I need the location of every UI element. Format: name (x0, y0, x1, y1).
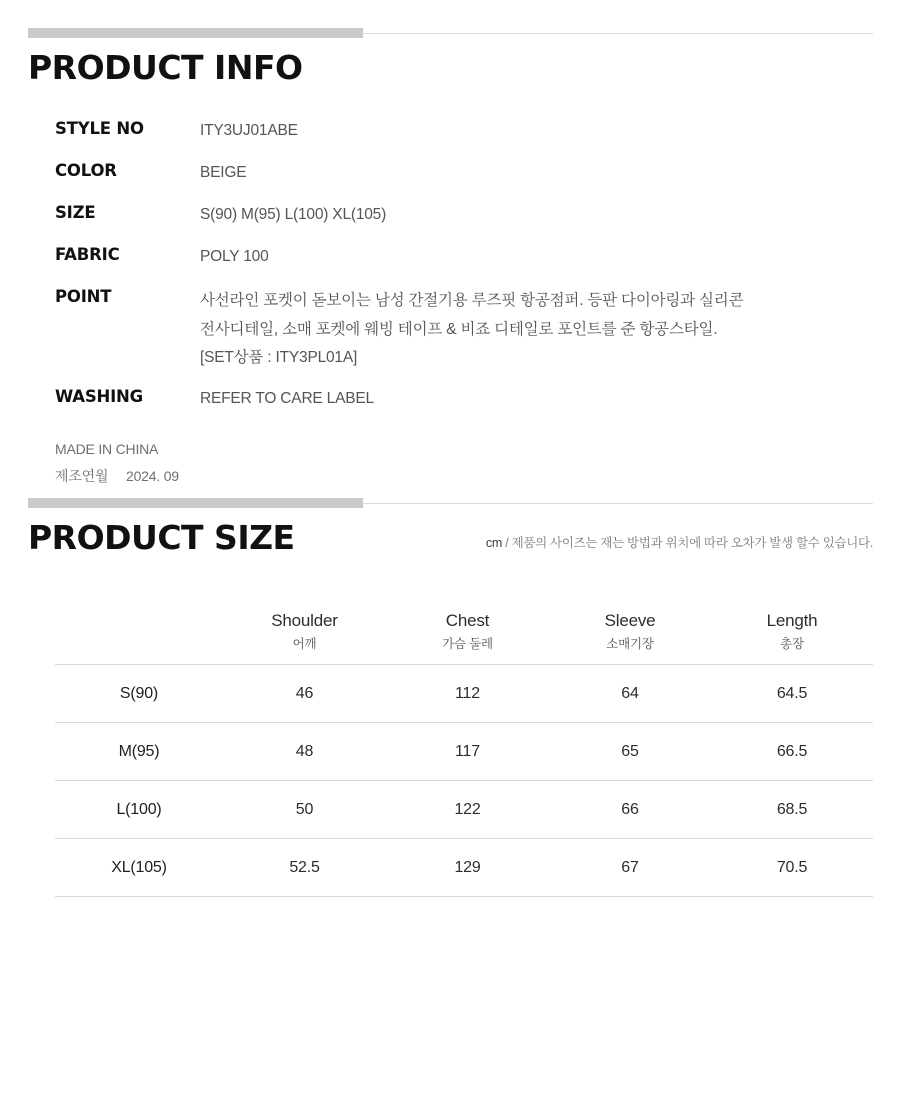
size-row-label-s: S(90) (55, 665, 223, 723)
manufacturing-info (55, 437, 873, 488)
info-row-size (55, 203, 743, 245)
size-cell-l-sleeve: 66 (549, 781, 711, 839)
info-value-point (200, 287, 743, 387)
size-table-header-row (55, 601, 873, 665)
info-label-washing: WASHING (55, 387, 144, 407)
point-line-2: 전사디테일, 소매 포켓에 웨빙 테이프 & 비죠 디테일로 포인트를 준 항공스타일. (200, 320, 718, 338)
manufacture-date-label: 제조연월 (55, 467, 109, 484)
col-head-ko-length: 총장 (780, 637, 804, 651)
product-size-heading-rule (28, 498, 873, 508)
size-measurement-note (486, 533, 873, 557)
col-head-en-chest: Chest (445, 611, 490, 630)
size-col-head-chest (386, 601, 549, 665)
product-info-title: PRODUCT INFO (28, 48, 303, 87)
info-value-color: BEIGE (200, 164, 247, 182)
col-head-ko-chest: 가슴 둘레 (442, 637, 493, 651)
heading-divider-line (363, 33, 873, 34)
info-value-washing: REFER TO CARE LABEL (200, 390, 374, 408)
info-label-size: SIZE (55, 203, 96, 223)
size-col-head-length (711, 601, 873, 665)
info-value-style-no: ITY3UJ01ABE (200, 122, 298, 139)
size-col-head-blank (55, 601, 223, 665)
size-cell-l-length: 68.5 (711, 781, 873, 839)
product-size-table (55, 601, 873, 897)
heading-accent-bar (28, 498, 363, 508)
size-cell-s-length: 64.5 (711, 665, 873, 723)
product-size-section (28, 498, 873, 897)
col-head-en-shoulder: Shoulder (271, 611, 338, 630)
col-head-ko-sleeve: 소매기장 (606, 637, 654, 651)
product-size-header-row (28, 508, 873, 557)
point-line-3: [SET상품 : ITY3PL01A] (200, 349, 358, 367)
size-cell-m-shoulder: 48 (223, 723, 386, 781)
col-head-ko-shoulder: 어깨 (292, 637, 317, 651)
info-label-color: COLOR (55, 161, 117, 181)
product-size-title: PRODUCT SIZE (28, 518, 295, 557)
table-row (55, 781, 873, 839)
point-line-1: 사선라인 포켓이 돋보이는 남성 간절기용 루즈핏 항공점퍼. 등판 다이아링과 실리콘 (200, 292, 744, 310)
size-cell-s-shoulder: 46 (223, 665, 386, 723)
info-row-washing (55, 387, 743, 429)
manufacture-date-row (55, 464, 873, 489)
size-row-label-m: M(95) (55, 723, 223, 781)
info-row-fabric (55, 245, 743, 287)
info-label-fabric: FABRIC (55, 245, 120, 265)
info-row-color (55, 161, 743, 203)
heading-divider-line (363, 503, 873, 504)
size-cell-m-length: 66.5 (711, 723, 873, 781)
col-head-en-sleeve: Sleeve (604, 611, 656, 630)
size-cell-l-shoulder: 50 (223, 781, 386, 839)
size-cell-m-sleeve: 65 (549, 723, 711, 781)
made-in-text: MADE IN CHINA (55, 441, 159, 458)
product-info-heading-rule (28, 28, 873, 38)
size-cell-xl-shoulder: 52.5 (223, 839, 386, 897)
info-value-size: S(90) M(95) L(100) XL(105) (200, 206, 387, 224)
table-row (55, 723, 873, 781)
col-head-en-length: Length (766, 611, 818, 630)
manufacture-date-value: 2024. 09 (126, 467, 179, 484)
size-cell-m-chest: 117 (386, 723, 549, 781)
info-row-style-no (55, 119, 743, 161)
size-unit: cm (485, 536, 502, 550)
note-separator: / (505, 536, 509, 550)
size-note-text: 제품의 사이즈는 재는 방법과 위치에 따라 오차가 발생 할수 있습니다. (511, 536, 873, 550)
size-cell-s-chest: 112 (386, 665, 549, 723)
size-cell-xl-length: 70.5 (711, 839, 873, 897)
info-label-point: POINT (55, 287, 112, 307)
heading-accent-bar (28, 28, 363, 38)
size-row-label-xl: XL(105) (55, 839, 223, 897)
product-info-section (28, 28, 873, 488)
info-label-style-no: STYLE NO (55, 119, 144, 138)
table-row (55, 839, 873, 897)
info-row-point (55, 287, 743, 387)
info-value-fabric: POLY 100 (200, 248, 269, 266)
size-cell-xl-chest: 129 (386, 839, 549, 897)
size-row-label-l: L(100) (55, 781, 223, 839)
size-col-head-sleeve (549, 601, 711, 665)
product-info-table (55, 119, 743, 429)
size-col-head-shoulder (223, 601, 386, 665)
size-cell-xl-sleeve: 67 (549, 839, 711, 897)
table-row (55, 665, 873, 723)
size-cell-s-sleeve: 64 (549, 665, 711, 723)
size-cell-l-chest: 122 (386, 781, 549, 839)
